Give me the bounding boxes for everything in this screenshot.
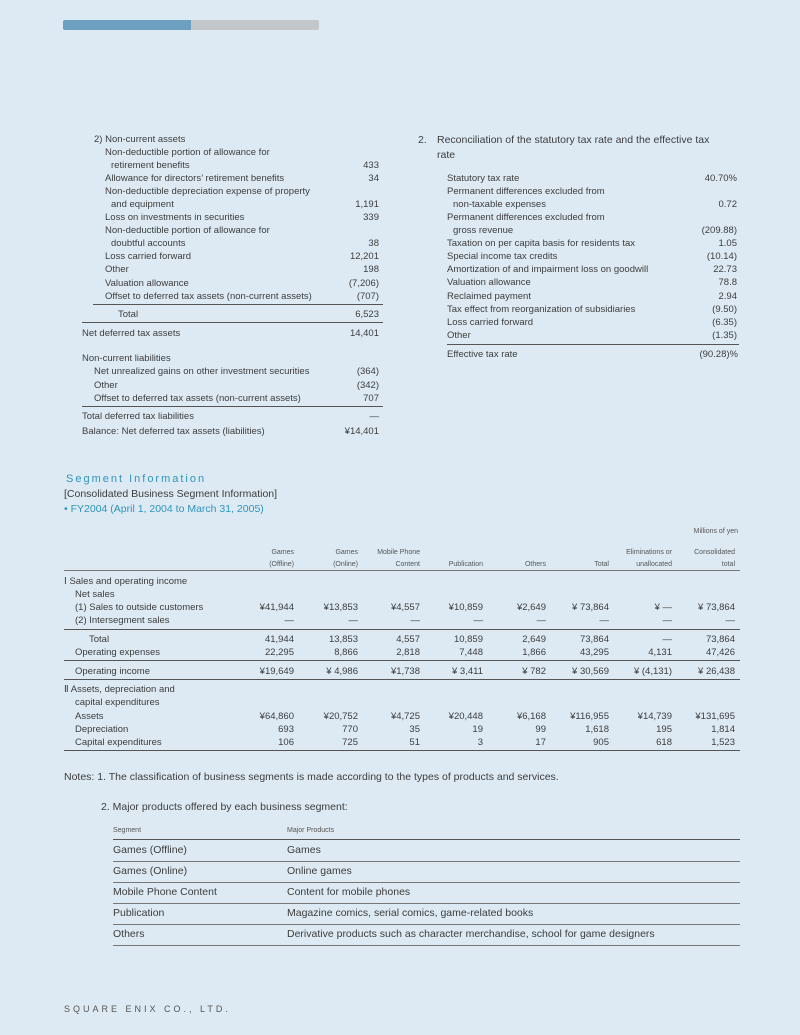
products-row-products: Content for mobile phones (287, 886, 411, 898)
left-heading: 2) Non-current assets (94, 134, 186, 145)
opex-value: 7,448 (459, 647, 483, 658)
intersegment-value: — (725, 615, 735, 626)
left-row-label: Valuation allowance (105, 278, 189, 289)
segment-rule-3 (64, 679, 740, 680)
right-row-value: 2.94 (718, 291, 737, 302)
total-value: — (662, 634, 672, 645)
column-header-line2: Content (395, 561, 420, 568)
total-value: 73,864 (579, 634, 609, 645)
right-row-label: Permanent differences excluded from (447, 212, 605, 223)
left-liab-label: Other (94, 380, 118, 391)
left-row-label: and equipment (111, 199, 174, 210)
progress-fill (63, 20, 191, 30)
total-label: Total (89, 634, 110, 645)
depreciation-value: 1,814 (711, 724, 735, 735)
column-header-line1: Games (335, 549, 358, 556)
right-row-value: (10.14) (706, 251, 737, 262)
right-heading-line1: Reconciliation of the statutory tax rate and the effective tax (437, 134, 710, 146)
right-row-value: 78.8 (718, 277, 737, 288)
capex-value: 905 (593, 737, 609, 748)
right-row-label: Taxation on per capita basis for residents tax (447, 238, 635, 249)
note-2: 2. Major products offered by each business segment: (101, 801, 348, 813)
right-row-value: (1.35) (712, 330, 737, 341)
segment-period: • FY2004 (April 1, 2004 to March 31, 2005) (64, 503, 264, 515)
section2-label-2: capital expenditures (75, 697, 160, 708)
progress-bar (63, 20, 319, 30)
sales_outside-value: ¥4,557 (390, 602, 420, 613)
left-row-value: 433 (363, 160, 379, 171)
segment-rule-1 (64, 629, 740, 630)
column-header-line1: Eliminations or (626, 549, 672, 556)
opinc-value: ¥ 30,569 (572, 666, 609, 677)
column-header-line1: Games (271, 549, 294, 556)
opex-value: 4,131 (648, 647, 672, 658)
left-row-label: Loss on investments in securities (105, 212, 245, 223)
right-row-value: 1.05 (718, 238, 737, 249)
assets-value: ¥116,955 (570, 711, 609, 722)
right-heading-num: 2. (418, 134, 427, 146)
depreciation-value: 19 (472, 724, 483, 735)
left-row-value: 38 (368, 238, 379, 249)
left-rule-2 (82, 322, 383, 323)
left-total-liab-value: — (369, 411, 379, 422)
capex-value: 106 (278, 737, 294, 748)
opex-value: 47,426 (705, 647, 735, 658)
assets-value: ¥64,860 (259, 711, 294, 722)
capex-value: 3 (477, 737, 483, 748)
depreciation-value: 35 (409, 724, 420, 735)
intersegment-value: — (284, 615, 294, 626)
right-row-value: 40.70% (704, 173, 737, 184)
opex-value: 8,866 (334, 647, 358, 658)
depreciation-value: 770 (342, 724, 358, 735)
column-header-line2: (Online) (333, 561, 358, 568)
net-sales-label: Net sales (75, 589, 115, 600)
sales_outside-value: ¥41,944 (259, 602, 294, 613)
assets-label: Assets (75, 711, 104, 722)
column-header-line2: total (721, 561, 735, 568)
products-row-segment: Mobile Phone Content (113, 886, 217, 898)
sales_outside-value: ¥10,859 (448, 602, 483, 613)
right-row-value: (6.35) (712, 317, 737, 328)
right-row-label: non-taxable expenses (453, 199, 546, 210)
products-row-rule (113, 903, 740, 904)
left-row-value: 198 (363, 264, 379, 275)
left-liab-value: (342) (356, 380, 379, 391)
right-rule (447, 344, 739, 345)
assets-value: ¥131,695 (695, 711, 735, 722)
column-header-line2: unallocated (636, 561, 672, 568)
left-liab-label: Net unrealized gains on other investment securities (94, 366, 310, 377)
assets-value: ¥20,448 (448, 711, 483, 722)
segment-title: Segment Information (66, 473, 207, 485)
segment-rule-4 (64, 750, 740, 751)
products-row-products: Magazine comics, serial comics, game-related books (287, 907, 534, 919)
section2-label-1: Ⅱ Assets, depreciation and (64, 684, 175, 695)
left-liab-value: (364) (356, 366, 379, 377)
sales_outside-value: ¥ 73,864 (698, 602, 735, 613)
opinc-value: ¥ (4,131) (633, 666, 672, 677)
opex-value: 1,866 (522, 647, 546, 658)
opinc-value: ¥ 4,986 (326, 666, 358, 677)
opinc-label: Operating income (75, 666, 150, 677)
right-row-label: Loss carried forward (447, 317, 534, 328)
depreciation-value: 99 (535, 724, 546, 735)
assets-value: ¥4,725 (390, 711, 420, 722)
segment-unit: Millions of yen (693, 528, 738, 535)
left-row-label: Non-deductible depreciation expense of property (105, 186, 310, 197)
right-row-value: 22.73 (713, 264, 737, 275)
left-row-value: (707) (356, 291, 379, 302)
capex-label: Capital expenditures (75, 737, 162, 748)
left-total-label: Total (118, 309, 139, 320)
left-row-label: Allowance for directors’ retirement benefits (105, 173, 285, 184)
left-rule-1 (93, 304, 383, 305)
total-value: 13,853 (328, 634, 358, 645)
intersegment-value: — (599, 615, 609, 626)
left-net-label: Net deferred tax assets (82, 328, 181, 339)
sales_outside-value: ¥13,853 (323, 602, 358, 613)
intersegment-value: — (662, 615, 672, 626)
left-liab-heading: Non-current liabilities (82, 353, 171, 364)
section1-label: Ⅰ Sales and operating income (64, 576, 188, 587)
depreciation-value: 195 (656, 724, 672, 735)
products-col-major: Major Products (287, 827, 335, 834)
assets-value: ¥20,752 (323, 711, 358, 722)
sales_outside-value: ¥ 73,864 (572, 602, 609, 613)
column-header-line2: (Offline) (269, 561, 294, 568)
products-row-products: Online games (287, 865, 352, 877)
intersegment-value: — (348, 615, 358, 626)
right-row-label: Statutory tax rate (447, 173, 520, 184)
opex-value: 2,818 (396, 647, 420, 658)
opex-label: Operating expenses (75, 647, 161, 658)
column-header-line2: Others (524, 561, 546, 568)
opex-value: 22,295 (264, 647, 294, 658)
right-row-value: (9.50) (712, 304, 737, 315)
sales_outside-label: (1) Sales to outside customers (75, 602, 204, 613)
column-header-line1: Mobile Phone (377, 549, 420, 556)
left-row-value: (7,206) (348, 278, 379, 289)
total-value: 73,864 (705, 634, 735, 645)
left-row-label: doubtful accounts (111, 238, 186, 249)
products-row-rule (113, 924, 740, 925)
opinc-value: ¥ 26,438 (698, 666, 735, 677)
left-net-value: 14,401 (349, 328, 379, 339)
right-row-value: (209.88) (701, 225, 737, 236)
products-col-segment: Segment (113, 827, 142, 834)
left-row-label: Offset to deferred tax assets (non-current assets) (105, 291, 312, 302)
right-row-label: Amortization of and impairment loss on goodwill (447, 264, 649, 275)
right-effective-value: (90.28)% (699, 349, 738, 360)
left-liab-label: Offset to deferred tax assets (non-current assets) (94, 393, 301, 404)
left-liab-value: 707 (363, 393, 379, 404)
footer-company: SQUARE ENIX CO., LTD. (64, 1004, 231, 1014)
right-row-label: Reclaimed payment (447, 291, 531, 302)
opinc-value: ¥19,649 (259, 666, 294, 677)
right-row-label: Other (447, 330, 471, 341)
opinc-value: ¥ 782 (522, 666, 546, 677)
total-value: 10,859 (453, 634, 483, 645)
depreciation-value: 693 (278, 724, 294, 735)
intersegment-value: — (536, 615, 546, 626)
opex-value: 43,295 (579, 647, 609, 658)
right-row-value: 0.72 (718, 199, 737, 210)
depreciation-label: Depreciation (75, 724, 129, 735)
right-row-label: Special income tax credits (447, 251, 558, 262)
capex-value: 618 (656, 737, 672, 748)
right-row-label: Permanent differences excluded from (447, 186, 605, 197)
capex-value: 17 (535, 737, 546, 748)
segment-subtitle: [Consolidated Business Segment Information] (64, 488, 278, 500)
left-row-label: Non-deductible portion of allowance for (105, 147, 270, 158)
left-rule-3 (82, 406, 383, 407)
products-header-rule (113, 839, 740, 840)
intersegment-value: — (410, 615, 420, 626)
total-value: 4,557 (396, 634, 420, 645)
assets-value: ¥6,168 (516, 711, 546, 722)
intersegment-label: (2) Intersegment sales (75, 615, 170, 626)
column-header-line2: Total (594, 561, 609, 568)
segment-header-rule (64, 570, 740, 571)
total-value: 2,649 (522, 634, 546, 645)
products-row-rule (113, 882, 740, 883)
left-row-value: 34 (368, 173, 379, 184)
left-row-value: 12,201 (349, 251, 379, 262)
products-row-products: Games (287, 844, 321, 856)
opinc-value: ¥1,738 (390, 666, 420, 677)
products-row-segment: Publication (113, 907, 165, 919)
segment-rule-2 (64, 660, 740, 661)
products-row-rule (113, 861, 740, 862)
products-row-rule (113, 945, 740, 946)
products-row-segment: Others (113, 928, 145, 940)
right-row-label: Valuation allowance (447, 277, 531, 288)
left-row-value: 339 (363, 212, 379, 223)
products-row-products: Derivative products such as character merchandise, school for game designers (287, 928, 655, 940)
column-header-line2: Publication (448, 561, 483, 568)
opinc-value: ¥ 3,411 (452, 666, 483, 677)
right-effective-label: Effective tax rate (447, 349, 518, 360)
right-row-label: Tax effect from reorganization of subsidiaries (447, 304, 636, 315)
column-header-line1: Consolidated (694, 549, 735, 556)
note-1: Notes: 1. The classification of business segments is made according to the types of products and services. (64, 771, 559, 783)
sales_outside-value: ¥ — (654, 602, 672, 613)
capex-value: 1,523 (711, 737, 735, 748)
left-row-label: Other (105, 264, 129, 275)
left-balance-label: Balance: Net deferred tax assets (liabilities) (82, 426, 265, 437)
intersegment-value: — (473, 615, 483, 626)
left-total-liab-label: Total deferred tax liabilities (82, 411, 194, 422)
assets-value: ¥14,739 (637, 711, 672, 722)
left-row-label: Loss carried forward (105, 251, 192, 262)
right-row-label: gross revenue (453, 225, 514, 236)
sales_outside-value: ¥2,649 (516, 602, 546, 613)
capex-value: 725 (342, 737, 358, 748)
left-total-value: 6,523 (355, 309, 379, 320)
left-row-label: Non-deductible portion of allowance for (105, 225, 270, 236)
depreciation-value: 1,618 (585, 724, 609, 735)
products-row-segment: Games (Online) (113, 865, 188, 877)
products-row-segment: Games (Offline) (113, 844, 187, 856)
left-balance-value: ¥14,401 (344, 426, 379, 437)
left-row-label: retirement benefits (111, 160, 190, 171)
right-heading-line2: rate (437, 149, 456, 161)
left-row-value: 1,191 (355, 199, 379, 210)
capex-value: 51 (409, 737, 420, 748)
total-value: 41,944 (264, 634, 294, 645)
